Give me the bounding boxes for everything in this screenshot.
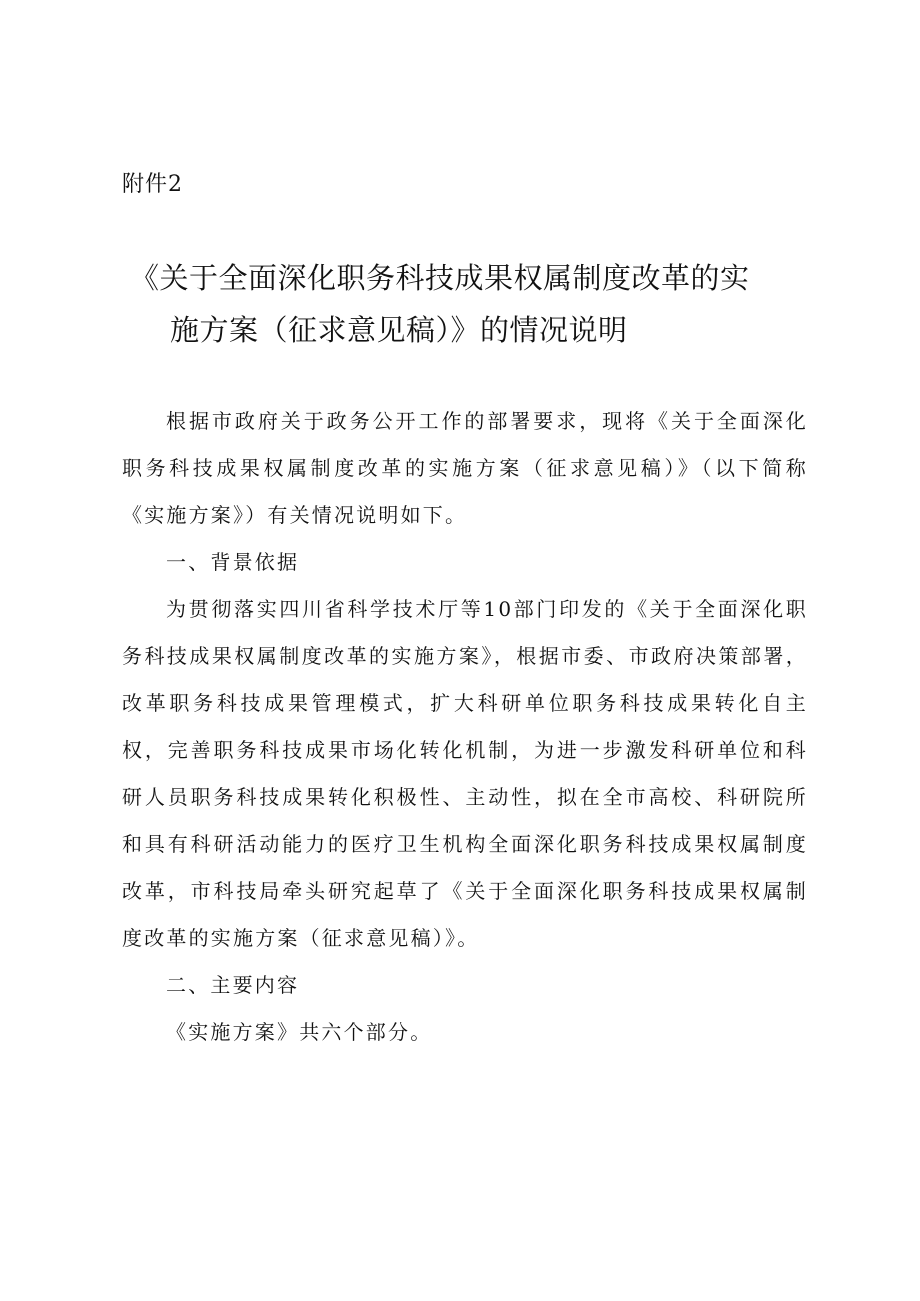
section-1-paragraph: 为贯彻落实四川省科学技术厅等10部门印发的《关于全面深化职务科技成果权属制度改革的实施方案》，根据市委、市政府决策部署，改革职务科技成果管理模式，扩大科研单位职务科技成果转化自主权，完善职务科技成果市场化转化机制，为进一步激发科研单位和科研人员职务科技成果转化积极性、主动性，拟在全市高校、科研院所和具有科研活动能力的医疗卫生机构全面深化职务科技成果权属制度改革，市科技局牵头研究起草了《关于全面深化职务科技成果权属制度改革的实施方案（征求意见稿）》。 — [122, 597, 808, 950]
section-2-paragraph: 《实施方案》共六个部分。 — [166, 1020, 433, 1044]
section-2-heading: 二、主要内容 — [166, 973, 300, 997]
attachment-label: 附件2 — [122, 172, 183, 197]
document-body — [122, 398, 808, 1056]
document-title — [130, 252, 820, 356]
title-line-1: 《关于全面深化职务科技成果权属制度改革的实 — [130, 261, 750, 295]
title-line-2: 施方案（征求意见稿）》的情况说明 — [170, 313, 628, 347]
section-1-heading: 一、背景依据 — [166, 550, 300, 574]
intro-paragraph: 根据市政府关于政务公开工作的部署要求，现将《关于全面深化职务科技成果权属制度改革的实施方案（征求意见稿）》（以下简称《实施方案》）有关情况说明如下。 — [122, 409, 808, 527]
